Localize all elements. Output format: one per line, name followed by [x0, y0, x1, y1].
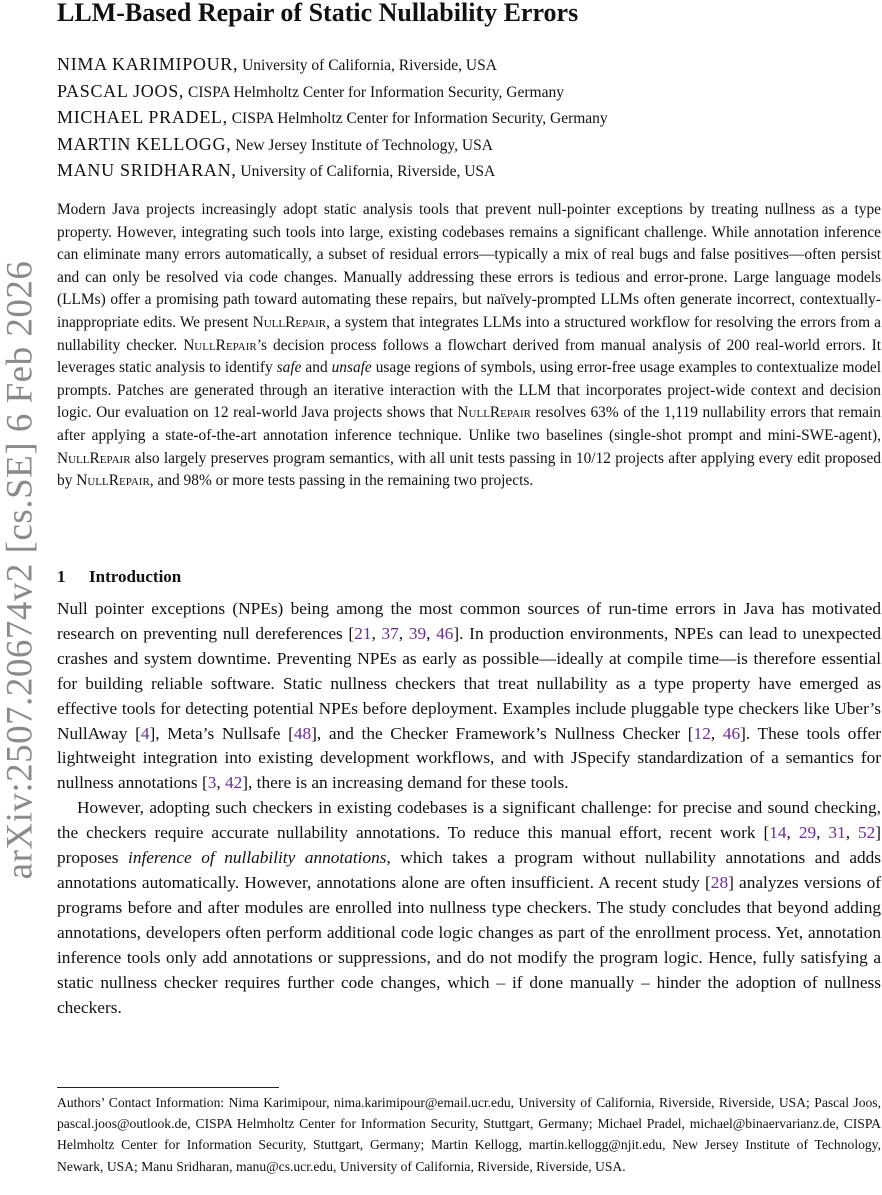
- abstract-text: usage regions of symbols, using error-free usage examples to contextualize model prompts. Patches are generated through an iterative interaction with the LLM that incorporates project-wide context and decision logic. Our evaluation on 12 real-world Java projects shows that: [57, 359, 881, 422]
- citation-link[interactable]: 4: [140, 723, 150, 743]
- tool-name: NullRepair: [252, 313, 327, 331]
- abstract-text: ’s decision process follows a flowchart derived from manual analysis of 200 real-world errors. It leverages static analysis to identify: [57, 336, 881, 377]
- author-affiliation: CISPA Helmholtz Center for Information Security, Germany: [184, 83, 564, 101]
- citation-link[interactable]: 42: [225, 773, 243, 793]
- separator: ,: [371, 623, 382, 643]
- citation-link[interactable]: 21: [354, 623, 372, 643]
- author-entry: [57, 132, 881, 159]
- abstract-text: , and 98% or more tests passing in the remaining two projects.: [149, 472, 534, 490]
- tool-name: NullRepair: [183, 336, 257, 354]
- author-entry: [57, 158, 881, 185]
- author-affiliation: New Jersey Institute of Technology, USA: [231, 136, 493, 154]
- paragraph-text: ], Meta’s Nullsafe [: [149, 723, 294, 743]
- footnote-divider: [57, 1087, 279, 1088]
- separator: ,: [845, 823, 858, 843]
- citation-link[interactable]: 3: [207, 773, 217, 793]
- arxiv-identifier: arXiv:2507.20674v2 [cs.SE] 6 Feb 2026: [0, 260, 41, 880]
- tool-name: NullRepair: [57, 449, 131, 467]
- paragraph-text: ], there is an increasing demand for these tools.: [242, 773, 569, 793]
- citation-link[interactable]: 12: [693, 723, 711, 743]
- abstract-text: Modern Java projects increasingly adopt static analysis tools that prevent null-pointer exceptions by treating nullness as a type property. However, integrating such tools into large, existing codebases remains a significant challenge. While annotation inference can eliminate many errors automatically, a subset of residual errors—typically a mix of real bugs and false positives—often persist and can only be resolved via code changes. Manually addressing these errors is tedious and error-prone. Large language models (LLMs) offer a promising path toward automating these repairs, but naïvely-prompted LLMs often generate incorrect, contextually-inappropriate edits. We present: [57, 201, 881, 331]
- paragraph: [57, 796, 881, 1020]
- author-contact-footnote: Authors’ Contact Information: Nima Karimipour, nima.karimipour@email.ucr.edu, University of California, Riverside, Riverside, USA; Pascal Joos, pascal.joos@outlook.de, CISPA Helmholtz Center for Information Security, Stuttgart, Germany; Michael Pradel, michael@binaervarianz.de, CISPA Helmholtz Center for Information Security, Stuttgart, Germany; Martin Kellogg, martin.kellogg@njit.edu, New Jersey Institute of Technology, Newark, USA; Manu Sridharan, manu@cs.ucr.edu, University of California, Riverside, Riverside, USA.: [57, 1095, 881, 1174]
- separator: ,: [816, 823, 829, 843]
- paragraph-text: ] analyzes versions of programs before and after modules are enrolled into nullness type checkers. The study concludes that beyond adding annotations, developers often perform additional code logic changes as part of the enrollment process. Yet, annotation inference tools only add annotations or suppressions, and do not modify the program logic. Hence, fully satisfying a static nullness checker requires further code changes, which – if done manually – hinder the adoption of nullness checkers.: [57, 872, 881, 1017]
- author-name: NIMA KARIMIPOUR,: [57, 54, 239, 74]
- author-name: PASCAL JOOS,: [57, 80, 185, 101]
- paragraph-text: ] proposes: [57, 823, 882, 868]
- author-affiliation: University of California, Riverside, USA: [236, 163, 496, 180]
- tool-name: NullRepair: [457, 404, 531, 422]
- tool-name: NullRepair: [76, 472, 150, 490]
- introduction-body: [57, 597, 881, 1020]
- citation-link[interactable]: 29: [798, 823, 817, 843]
- author-list: [57, 52, 881, 185]
- paragraph-text: , which takes a program without nullability annotations and adds annotations automatically. However, annotations alone are often insufficient. A recent study [: [57, 848, 881, 892]
- abstract: [57, 199, 881, 493]
- paragraph-text: Null pointer exceptions (NPEs) being among the most common sources of run-time errors in Java has motivated research on preventing null dereferences [: [57, 599, 881, 643]
- paragraph-text: ]. In production environments, NPEs can lead to unexpected crashes and system downtime. Preventing NPEs as early as possible—ideally at compile time—is therefore essential for building reliable software. Static nullness checkers that treat nullability as a type property have emerged as effective tools for detecting potential NPEs before deployment. Examples include pluggable type checkers like Uber’s NullAway [: [57, 623, 882, 743]
- paragraph-text: ], and the Checker Framework’s Nullness Checker [: [311, 723, 694, 743]
- paragraph-text: However, adopting such checkers in existing codebases is a significant challenge: for precise and sound checking, the checkers require accurate nullability annotations. To reduce this manual effort, recent work [: [57, 798, 881, 843]
- separator: ,: [710, 723, 723, 743]
- paper-title: LLM-Based Repair of Static Nullability Errors: [57, 0, 579, 27]
- author-affiliation: University of California, Riverside, USA: [238, 57, 497, 74]
- section-number: 1: [57, 567, 66, 586]
- emphasis-text: unsafe: [331, 359, 372, 377]
- citation-link[interactable]: 52: [858, 823, 876, 843]
- author-name: MICHAEL PRADEL,: [57, 107, 228, 127]
- citation-link[interactable]: 14: [769, 823, 787, 843]
- citation-link[interactable]: 48: [293, 723, 312, 743]
- citation-link[interactable]: 37: [381, 623, 399, 643]
- abstract-text: and: [301, 359, 332, 377]
- section-title-text: Introduction: [89, 567, 182, 586]
- emphasis-text: safe: [276, 359, 302, 377]
- separator: ,: [426, 623, 437, 643]
- paragraph-text: ]. These tools offer lightweight integration into existing development workflows, and with JSpecify standardization of a semantics for nullness annotations [: [57, 723, 882, 793]
- separator: ,: [786, 823, 799, 843]
- author-entry: [57, 79, 881, 106]
- citation-link[interactable]: 28: [710, 872, 729, 892]
- abstract-text: also largely preserves program semantics, with all unit tests passing in 10/12 projects after applying every edit proposed by: [57, 449, 881, 490]
- abstract-text: resolves 63% of the 1,119 nullability errors that remain after applying a state-of-the-art annotation inference technique. Unlike two baselines (single-shot prompt and mini-SWE-agent),: [57, 404, 881, 444]
- section-heading: [57, 565, 181, 589]
- author-name: MARTIN KELLOGG,: [57, 133, 232, 154]
- arxiv-sidebar: [0, 0, 40, 1195]
- citation-link[interactable]: 31: [828, 823, 846, 843]
- author-entry: [57, 52, 881, 79]
- citation-link[interactable]: 39: [408, 623, 427, 643]
- citation-link[interactable]: 46: [436, 623, 454, 643]
- emphasis-text: inference of nullability annotations: [128, 848, 387, 868]
- separator: ,: [398, 623, 409, 643]
- citation-link[interactable]: 46: [722, 723, 741, 743]
- separator: ,: [216, 773, 225, 793]
- author-name: MANU SRIDHARAN,: [57, 160, 237, 180]
- author-affiliation: CISPA Helmholtz Center for Information Security, Germany: [227, 110, 608, 127]
- abstract-text: , a system that integrates LLMs into a structured workflow for resolving the errors from a nullability checker.: [57, 313, 881, 354]
- author-entry: [57, 105, 881, 132]
- paragraph: [57, 597, 881, 796]
